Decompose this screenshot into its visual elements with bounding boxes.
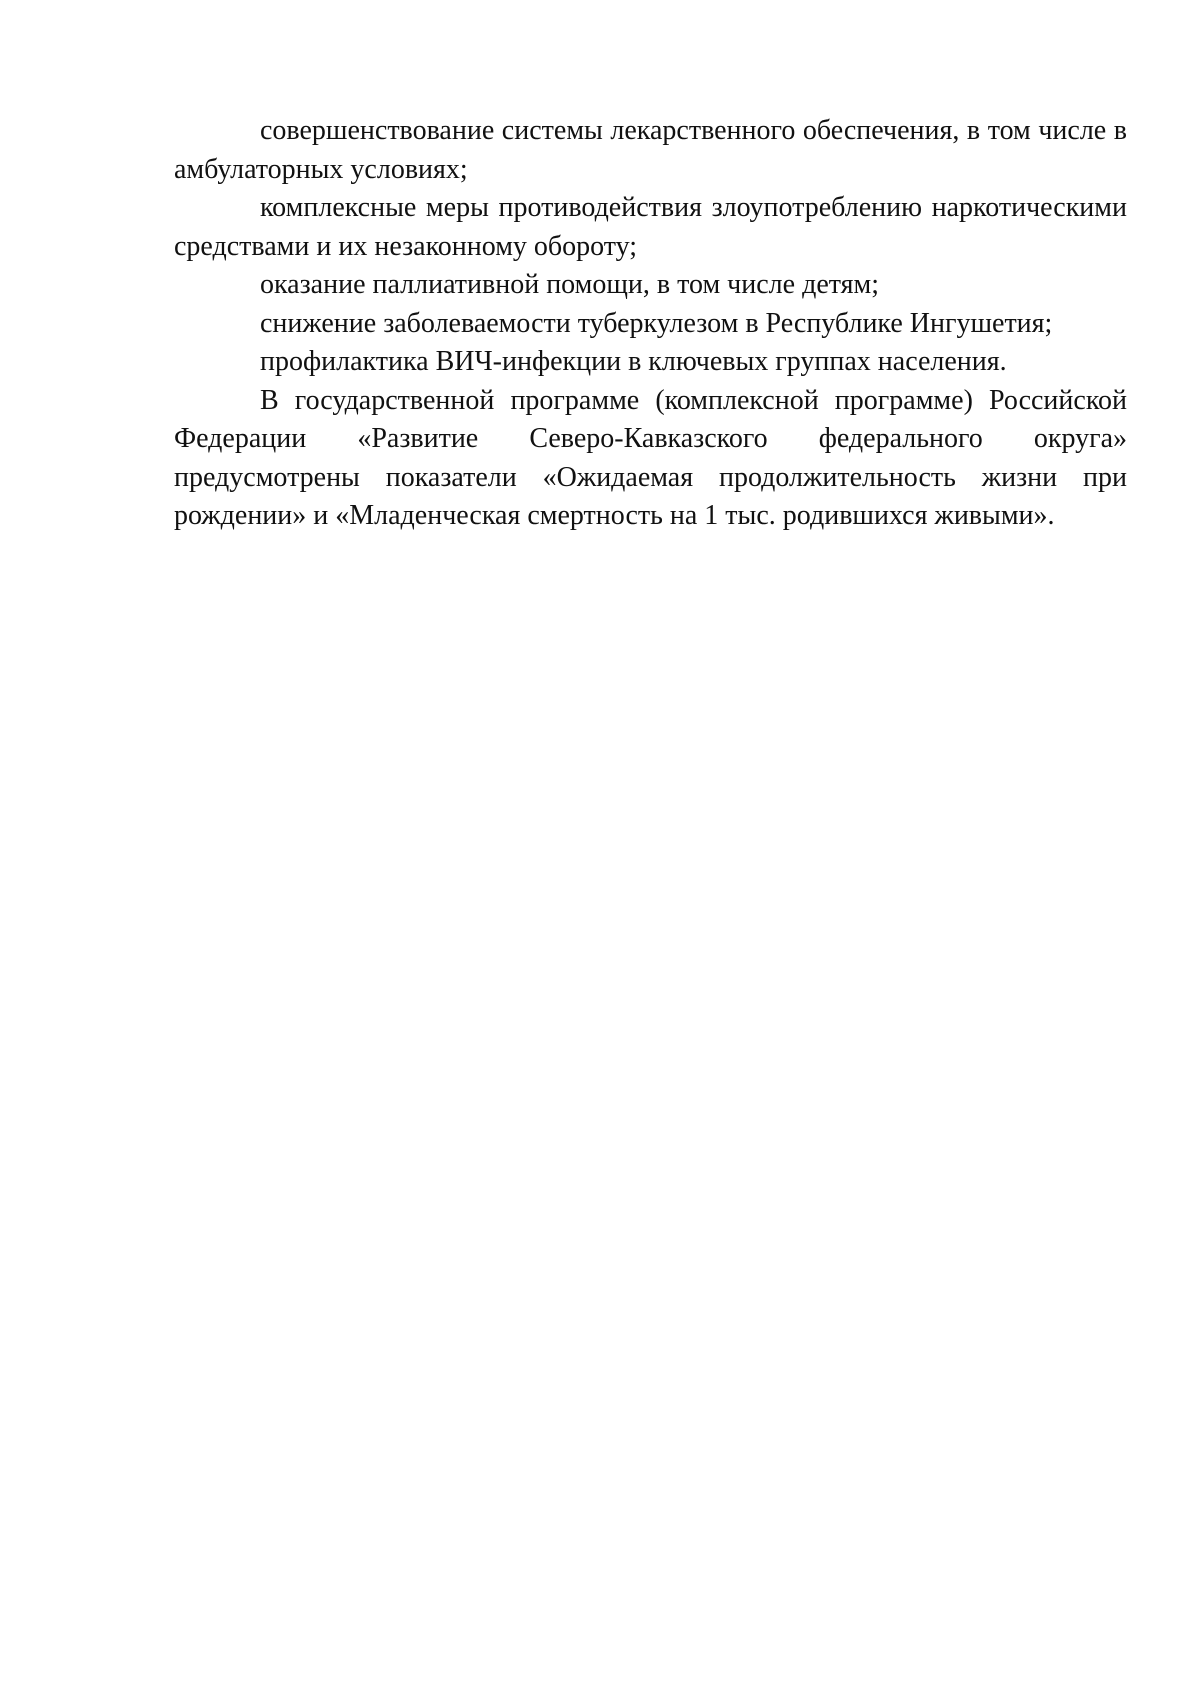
paragraph-hiv-prevention: профилактика ВИЧ-инфекции в ключевых группах населения. [260,346,1007,377]
document-body [174,112,1127,536]
paragraph-anti-narcotics: комплексные меры противодействия злоупотреблению наркотическими средствами и их незаконному обороту; [174,192,1127,262]
paragraph-palliative-care: оказание паллиативной помощи, в том числе детям; [260,269,879,300]
paragraph-tuberculosis: снижение заболеваемости туберкулезом в Республике Ингушетия; [260,307,1053,339]
paragraph-state-program: В государственной программе (комплексной программе) Российской Федерации «Развитие Северо-Кавказского федерального округа» предусмотрены показатели «Ожидаемая продолжительность жизни при рождении» и «Младенческая смертность на 1 тыс. родившихся живыми». [174,384,1127,531]
paragraph-drug-supply: совершенствование системы лекарственного обеспечения, в том числе в амбулаторных условиях; [174,115,1127,185]
